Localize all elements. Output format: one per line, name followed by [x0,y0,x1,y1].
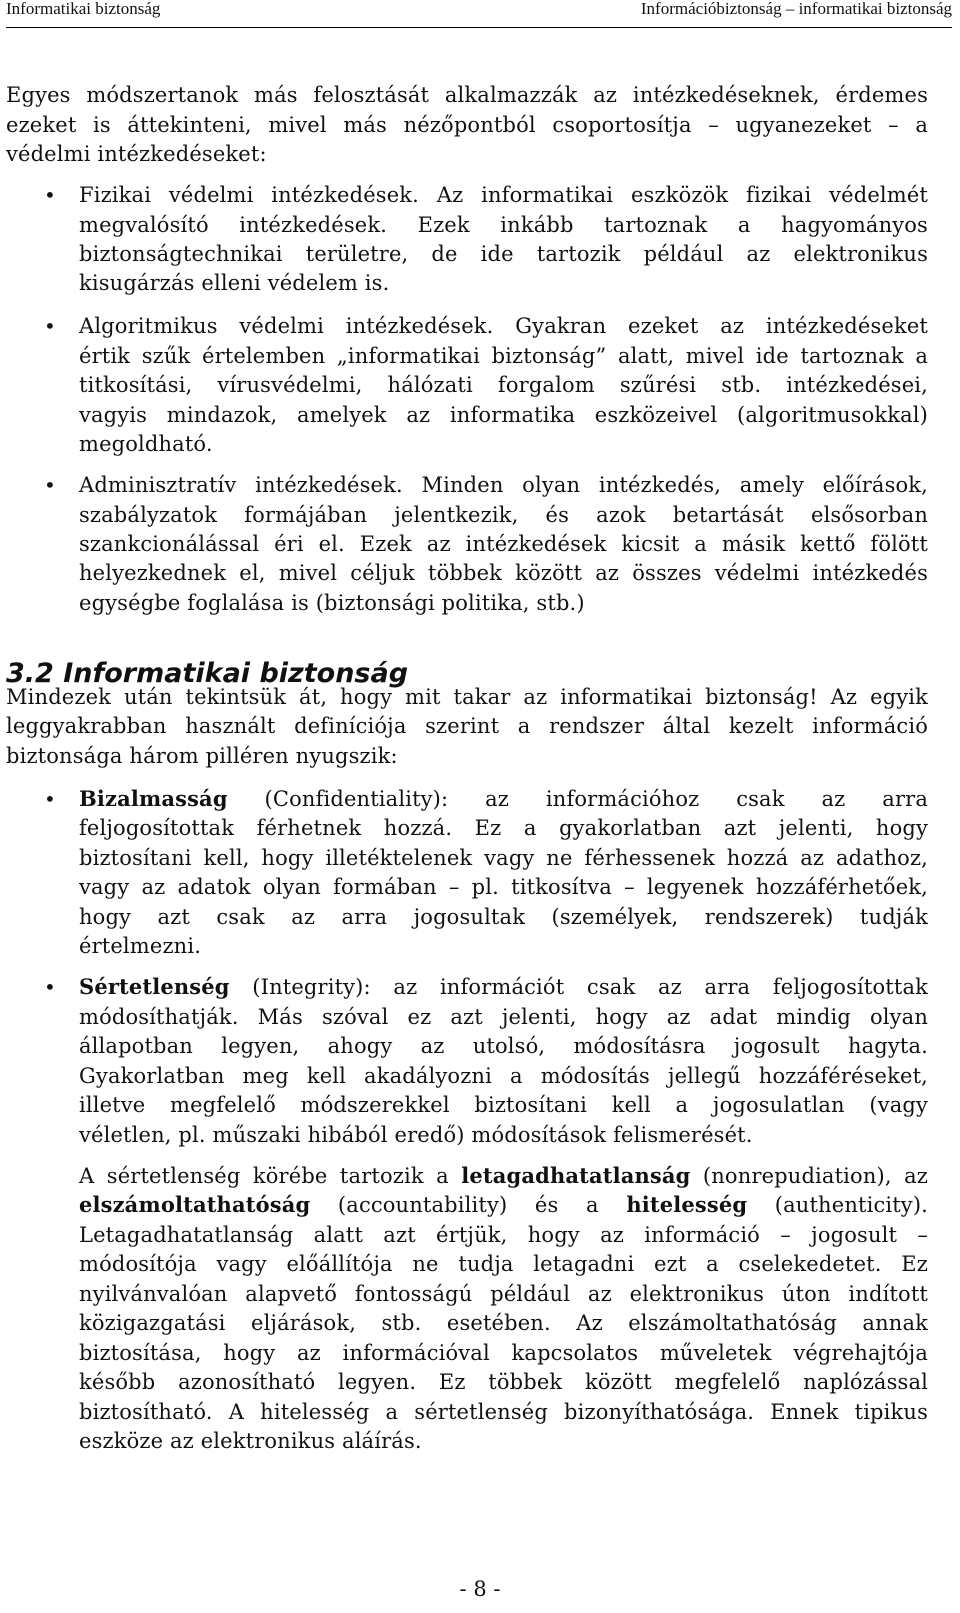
text-line: biztonsága három pilléren nyugszik: [6,744,398,768]
text-line [79,1161,928,1191]
list-item-line: Gyakorlatban meg kell akadályozni a módosítás jellegű hozzáféréseket, [79,1064,928,1088]
text-line: nyilvánvalóan alapvető fontosságú például az elektronikus úton indított [79,1282,928,1306]
list-item-line: állapotban legyen, ahogy az utolsó, módosításra jogosult hagyta. [79,1034,928,1058]
bullet-icon: • [44,183,56,207]
list-item-line: Fizikai védelmi intézkedések. Az informatikai eszközök fizikai védelmét [79,183,928,207]
bullet-icon: • [44,787,56,811]
term-nonrepudiation: letagadhatatlanság [461,1163,691,1188]
term-authenticity: hitelesség [626,1192,748,1217]
header-rule [6,27,952,28]
list-item-line: biztonságtechnikai területre, de ide tartozik például az elektronikus [79,242,928,266]
list-item-line: vagy az adatok olyan formában – pl. titkosítva – legyenek hozzáférhetőek, [79,875,928,899]
pillar-first-line [79,784,928,814]
list-item-line: egységbe foglalása is (biztonsági politika, stb.) [79,591,585,615]
text-run: A sértetlenség körébe tartozik a [79,1164,462,1188]
text-line [79,1190,928,1220]
bullet-icon: • [44,473,56,497]
header-right-title: Információbiztonság – informatikai biztonság [640,0,952,18]
text-line: leggyakrabban használt definíciója szerint a rendszer által kezelt információ [6,714,928,738]
header-left-title: Informatikai biztonság [6,0,161,18]
list-item-line: szankcionálással éri el. Ezek az intézkedések kicsit a másik kettő fölött [79,532,928,556]
pillar-definition: (Integrity): az információt csak az arra feljogosítottak [229,975,928,999]
list-item-line: vagyis mindazok, amelyek az informatika eszközeivel (algoritmusokkal) [79,403,928,427]
list-item-line: értik szűk értelemben „informatikai biztonság” alatt, mivel ide tartoznak a [79,344,928,368]
pillar-definition: (Confidentiality): az információhoz csak az arra [227,787,928,811]
page-number: - 8 - [459,1577,501,1601]
list-item-line: Adminisztratív intézkedések. Minden olyan intézkedés, amely előírások, [79,473,928,497]
list-item-line: Algoritmikus védelmi intézkedések. Gyakran ezeket az intézkedéseket [79,314,928,338]
list-item-line: feljogosítottak férhetnek hozzá. Ez a gyakorlatban azt jelenti, hogy [79,816,928,840]
list-item-line: véletlen, pl. műszaki hibából eredő) módosítások felismerését. [79,1123,753,1147]
list-item-line: helyezkednek el, mivel céljuk többek között az összes védelmi intézkedés [79,561,928,585]
term-accountability: elszámoltathatóság [79,1192,311,1217]
text-line: biztosítható. A hitelesség a sértetlenség bizonyíthatósága. Ennek tipikus [79,1400,928,1424]
running-header [6,0,952,30]
list-item-line: kisugárzás elleni védelem is. [79,271,390,295]
list-item-line: biztosítani kell, hogy illetéktelenek vagy ne férhessenek hozzá az adathoz, [79,846,928,870]
text-line: ezeket is áttekinteni, mivel más nézőpontból csoportosítja – ugyanezeket – a [6,113,928,137]
text-line: Egyes módszertanok más felosztását alkalmazzák az intézkedéseknek, érdemes [6,83,928,107]
list-item-line: értelmezni. [79,934,202,958]
list-item-line: titkosítási, vírusvédelmi, hálózati forgalom szűrési stb. intézkedései, [79,373,928,397]
list-item-line: szabályzatok formájában jelentkezik, és azok betartását elsősorban [79,503,928,527]
text-line: védelmi intézkedéseket: [6,142,267,166]
text-line: Mindezek után tekintsük át, hogy mit takar az informatikai biztonság! Az egyik [6,685,928,709]
bullet-icon: • [44,314,56,338]
pillar-first-line [79,972,928,1002]
text-run: (authenticity). [747,1193,928,1217]
text-line: biztosítása, hogy az információval kapcsolatos műveletek végrehajtója [79,1341,928,1365]
list-item-line: módosíthatják. Más szóval ez azt jelenti, hogy az adat mindig olyan [79,1005,928,1029]
list-item-line: hogy azt csak az arra jogosultak (személyek, rendszerek) tudják [79,905,928,929]
text-line: Letagadhatatlanság alatt azt értjük, hogy az információ – jogosult – [79,1223,928,1247]
text-line: később azonosítható legyen. Ez többek között megfelelő naplózással [79,1370,928,1394]
bullet-icon: • [44,975,56,999]
pillar-term: Sértetlenség [79,974,230,999]
list-item-line: megvalósító intézkedések. Ezek inkább tartoznak a hagyományos [79,213,928,237]
text-line: közigazgatási eljárások, stb. esetében. Az elszámoltathatóság annak [79,1311,928,1335]
text-line: módosítója vagy előállítója ne tudja letagadni ezt a cselekedetet. Ez [79,1252,928,1276]
list-item-line: megoldható. [79,432,213,456]
text-run: (accountability) és a [310,1193,627,1217]
list-item-line: illetve megfelelő módszerekkel biztosítani kell a jogosulatlan (vagy [79,1093,928,1117]
section-heading: 3.2 Informatikai biztonság [6,658,409,689]
text-run: (nonrepudiation), az [690,1164,928,1188]
pillar-term: Bizalmasság [79,786,228,811]
text-line: eszköze az elektronikus aláírás. [79,1429,422,1453]
